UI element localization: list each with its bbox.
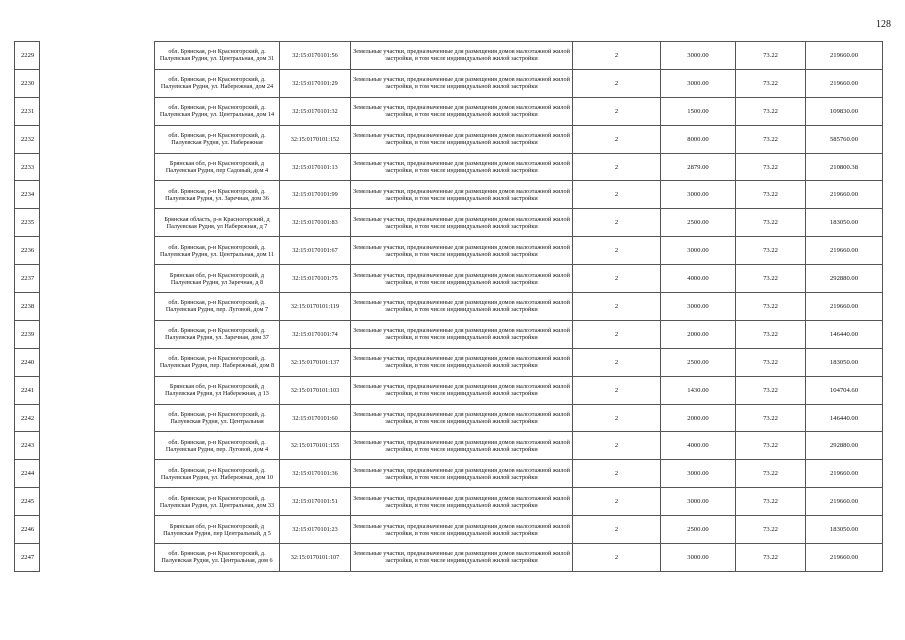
table-row <box>15 376 883 404</box>
land-use-cell: Земельные участки, предназначенные для размещения домов малоэтажной жилой застройки, в том числе индивидуальной жилой застройки <box>351 516 573 544</box>
area-cell: 3000.00 <box>661 42 736 70</box>
blank-cell <box>40 42 155 70</box>
row-number-cell: 2241 <box>15 376 40 404</box>
land-use-cell: Земельные участки, предназначенные для размещения домов малоэтажной жилой застройки, в том числе индивидуальной жилой застройки <box>351 348 573 376</box>
table-row <box>15 125 883 153</box>
row-number-cell: 2246 <box>15 516 40 544</box>
address-cell: обл. Брянская, р-н Красногорский, д. Палуевская Рудня, ул. Набережная <box>155 125 280 153</box>
land-use-cell: Земельные участки, предназначенные для размещения домов малоэтажной жилой застройки, в том числе индивидуальной жилой застройки <box>351 125 573 153</box>
table-row <box>15 460 883 488</box>
land-use-cell: Земельные участки, предназначенные для размещения домов малоэтажной жилой застройки, в том числе индивидуальной жилой застройки <box>351 488 573 516</box>
rate-cell: 73.22 <box>736 460 806 488</box>
table-row <box>15 97 883 125</box>
blank-cell <box>40 516 155 544</box>
area-cell: 3000.00 <box>661 293 736 321</box>
land-use-cell: Земельные участки, предназначенные для размещения домов малоэтажной жилой застройки, в том числе индивидуальной жилой застройки <box>351 265 573 293</box>
table-row <box>15 237 883 265</box>
blank-cell <box>40 237 155 265</box>
cadastral-number-cell: 32:15:0170101:36 <box>280 460 351 488</box>
land-use-cell: Земельные участки, предназначенные для размещения домов малоэтажной жилой застройки, в том числе индивидуальной жилой застройки <box>351 181 573 209</box>
table-row <box>15 42 883 70</box>
group-cell: 2 <box>573 181 661 209</box>
address-cell: Брянская обл, р-н Красногорский, д Палуевская Рудня, ул Набережная, д 13 <box>155 376 280 404</box>
blank-cell <box>40 153 155 181</box>
table-row <box>15 209 883 237</box>
area-cell: 3000.00 <box>661 544 736 572</box>
rate-cell: 73.22 <box>736 488 806 516</box>
cadastral-number-cell: 32:15:0170101:32 <box>280 97 351 125</box>
area-cell: 2000.00 <box>661 320 736 348</box>
rate-cell: 73.22 <box>736 376 806 404</box>
cadastral-value-cell: 292880.00 <box>806 432 883 460</box>
land-use-cell: Земельные участки, предназначенные для размещения домов малоэтажной жилой застройки, в том числе индивидуальной жилой застройки <box>351 237 573 265</box>
land-use-cell: Земельные участки, предназначенные для размещения домов малоэтажной жилой застройки, в том числе индивидуальной жилой застройки <box>351 209 573 237</box>
cadastral-number-cell: 32:15:0170101:51 <box>280 488 351 516</box>
area-cell: 4000.00 <box>661 432 736 460</box>
rate-cell: 73.22 <box>736 181 806 209</box>
area-cell: 3000.00 <box>661 237 736 265</box>
blank-cell <box>40 209 155 237</box>
rate-cell: 73.22 <box>736 69 806 97</box>
land-registry-table <box>14 41 883 572</box>
land-use-cell: Земельные участки, предназначенные для размещения домов малоэтажной жилой застройки, в том числе индивидуальной жилой застройки <box>351 42 573 70</box>
address-cell: Брянская обл, р-н Красногорский, д Палуевская Рудня, пер Центральный, д 5 <box>155 516 280 544</box>
rate-cell: 73.22 <box>736 97 806 125</box>
cadastral-number-cell: 32:15:0170101:152 <box>280 125 351 153</box>
group-cell: 2 <box>573 460 661 488</box>
cadastral-value-cell: 292880.00 <box>806 265 883 293</box>
cadastral-value-cell: 146440.00 <box>806 404 883 432</box>
cadastral-number-cell: 32:15:0170101:56 <box>280 42 351 70</box>
rate-cell: 73.22 <box>736 544 806 572</box>
table-row <box>15 293 883 321</box>
cadastral-value-cell: 183050.00 <box>806 348 883 376</box>
row-number-cell: 2236 <box>15 237 40 265</box>
blank-cell <box>40 125 155 153</box>
area-cell: 2500.00 <box>661 348 736 376</box>
area-cell: 2000.00 <box>661 404 736 432</box>
area-cell: 1500.00 <box>661 97 736 125</box>
address-cell: Брянская обл, р-н Красногорский, д Палуевская Рудня, пер Садовый, дом 4 <box>155 153 280 181</box>
group-cell: 2 <box>573 376 661 404</box>
cadastral-value-cell: 219660.00 <box>806 544 883 572</box>
table-row <box>15 348 883 376</box>
group-cell: 2 <box>573 348 661 376</box>
area-cell: 3000.00 <box>661 69 736 97</box>
cadastral-number-cell: 32:15:0170101:67 <box>280 237 351 265</box>
cadastral-value-cell: 219660.00 <box>806 293 883 321</box>
cadastral-number-cell: 32:15:0170101:83 <box>280 209 351 237</box>
blank-cell <box>40 69 155 97</box>
rate-cell: 73.22 <box>736 320 806 348</box>
address-cell: обл. Брянская, р-н Красногорский, д. Палуевская Рудня, пер. Луговой, дом 4 <box>155 432 280 460</box>
land-use-cell: Земельные участки, предназначенные для размещения домов малоэтажной жилой застройки, в том числе индивидуальной жилой застройки <box>351 404 573 432</box>
blank-cell <box>40 181 155 209</box>
blank-cell <box>40 376 155 404</box>
table-row <box>15 432 883 460</box>
address-cell: обл. Брянская, р-н Красногорский, д. Палуевская Рудня, ул. Центральная, дом 33 <box>155 488 280 516</box>
land-use-cell: Земельные участки, предназначенные для размещения домов малоэтажной жилой застройки, в том числе индивидуальной жилой застройки <box>351 293 573 321</box>
cadastral-value-cell: 219660.00 <box>806 237 883 265</box>
group-cell: 2 <box>573 432 661 460</box>
row-number-cell: 2242 <box>15 404 40 432</box>
row-number-cell: 2232 <box>15 125 40 153</box>
land-use-cell: Земельные участки, предназначенные для размещения домов малоэтажной жилой застройки, в том числе индивидуальной жилой застройки <box>351 460 573 488</box>
row-number-cell: 2235 <box>15 209 40 237</box>
blank-cell <box>40 432 155 460</box>
address-cell: обл. Брянская, р-н Красногорский, д. Палуевская Рудня, ул. Центральная, дом 6 <box>155 544 280 572</box>
address-cell: обл. Брянская, р-н Красногорский, д. Палуевская Рудня, ул. Центральная, дом 31 <box>155 42 280 70</box>
group-cell: 2 <box>573 544 661 572</box>
group-cell: 2 <box>573 237 661 265</box>
area-cell: 1430.00 <box>661 376 736 404</box>
area-cell: 3000.00 <box>661 488 736 516</box>
blank-cell <box>40 544 155 572</box>
row-number-cell: 2231 <box>15 97 40 125</box>
rate-cell: 73.22 <box>736 293 806 321</box>
land-use-cell: Земельные участки, предназначенные для размещения домов малоэтажной жилой застройки, в том числе индивидуальной жилой застройки <box>351 97 573 125</box>
cadastral-number-cell: 32:15:0170101:29 <box>280 69 351 97</box>
group-cell: 2 <box>573 320 661 348</box>
address-cell: обл. Брянская, р-н Красногорский, д. Палуевская Рудня, пер. Набережный, дом 8 <box>155 348 280 376</box>
blank-cell <box>40 320 155 348</box>
rate-cell: 73.22 <box>736 237 806 265</box>
table-row <box>15 404 883 432</box>
cadastral-value-cell: 219660.00 <box>806 488 883 516</box>
area-cell: 4000.00 <box>661 265 736 293</box>
cadastral-value-cell: 219660.00 <box>806 181 883 209</box>
blank-cell <box>40 97 155 125</box>
group-cell: 2 <box>573 265 661 293</box>
table-row <box>15 69 883 97</box>
address-cell: обл. Брянская, р-н Красногорский, д. Палуевская Рудня, ул. Заречная, дом 36 <box>155 181 280 209</box>
area-cell: 2500.00 <box>661 209 736 237</box>
area-cell: 2500.00 <box>661 516 736 544</box>
rate-cell: 73.22 <box>736 153 806 181</box>
rate-cell: 73.22 <box>736 209 806 237</box>
address-cell: обл. Брянская, р-н Красногорский, д. Палуевская Рудня, ул. Центральная, дом 14 <box>155 97 280 125</box>
table-row <box>15 265 883 293</box>
group-cell: 2 <box>573 293 661 321</box>
address-cell: обл. Брянская, р-н Красногорский, д. Палуевская Рудня, ул. Заречная, дом 37 <box>155 320 280 348</box>
cadastral-number-cell: 32:15:0170101:23 <box>280 516 351 544</box>
rate-cell: 73.22 <box>736 265 806 293</box>
cadastral-value-cell: 219660.00 <box>806 460 883 488</box>
address-cell: обл. Брянская, р-н Красногорский, д. Палуевская Рудня, ул. Набережная, дом 10 <box>155 460 280 488</box>
blank-cell <box>40 293 155 321</box>
land-use-cell: Земельные участки, предназначенные для размещения домов малоэтажной жилой застройки, в том числе индивидуальной жилой застройки <box>351 432 573 460</box>
blank-cell <box>40 404 155 432</box>
page-number: 128 <box>876 19 891 30</box>
group-cell: 2 <box>573 404 661 432</box>
area-cell: 3000.00 <box>661 460 736 488</box>
cadastral-value-cell: 183050.00 <box>806 209 883 237</box>
row-number-cell: 2230 <box>15 69 40 97</box>
cadastral-number-cell: 32:15:0170101:103 <box>280 376 351 404</box>
cadastral-value-cell: 585760.00 <box>806 125 883 153</box>
table-row <box>15 488 883 516</box>
row-number-cell: 2237 <box>15 265 40 293</box>
rate-cell: 73.22 <box>736 516 806 544</box>
rate-cell: 73.22 <box>736 432 806 460</box>
land-use-cell: Земельные участки, предназначенные для размещения домов малоэтажной жилой застройки, в том числе индивидуальной жилой застройки <box>351 376 573 404</box>
address-cell: обл. Брянская, р-н Красногорский, д. Палуевская Рудня, ул. Центральная, дом 11 <box>155 237 280 265</box>
group-cell: 2 <box>573 97 661 125</box>
table-row <box>15 544 883 572</box>
cadastral-number-cell: 32:15:0170101:75 <box>280 265 351 293</box>
land-use-cell: Земельные участки, предназначенные для размещения домов малоэтажной жилой застройки, в том числе индивидуальной жилой застройки <box>351 153 573 181</box>
group-cell: 2 <box>573 153 661 181</box>
row-number-cell: 2233 <box>15 153 40 181</box>
table-row <box>15 181 883 209</box>
cadastral-number-cell: 32:15:0170101:119 <box>280 293 351 321</box>
group-cell: 2 <box>573 516 661 544</box>
row-number-cell: 2238 <box>15 293 40 321</box>
land-use-cell: Земельные участки, предназначенные для размещения домов малоэтажной жилой застройки, в том числе индивидуальной жилой застройки <box>351 69 573 97</box>
address-cell: обл. Брянская, р-н Красногорский, д. Палуевская Рудня, ул. Центральная <box>155 404 280 432</box>
address-cell: обл. Брянская, р-н Красногорский, д. Палуевская Рудня, ул. Набережная, дом 24 <box>155 69 280 97</box>
table-body <box>15 42 883 572</box>
row-number-cell: 2247 <box>15 544 40 572</box>
rate-cell: 73.22 <box>736 42 806 70</box>
address-cell: Брянская обл, р-н Красногорский, д Палуевская Рудня, ул Заречная, д 8 <box>155 265 280 293</box>
row-number-cell: 2239 <box>15 320 40 348</box>
cadastral-number-cell: 32:15:0170101:155 <box>280 432 351 460</box>
cadastral-number-cell: 32:15:0170101:60 <box>280 404 351 432</box>
blank-cell <box>40 488 155 516</box>
cadastral-value-cell: 219660.00 <box>806 69 883 97</box>
row-number-cell: 2240 <box>15 348 40 376</box>
cadastral-value-cell: 146440.00 <box>806 320 883 348</box>
row-number-cell: 2234 <box>15 181 40 209</box>
blank-cell <box>40 348 155 376</box>
cadastral-number-cell: 32:15:0170101:137 <box>280 348 351 376</box>
cadastral-number-cell: 32:15:0170101:107 <box>280 544 351 572</box>
land-use-cell: Земельные участки, предназначенные для размещения домов малоэтажной жилой застройки, в том числе индивидуальной жилой застройки <box>351 544 573 572</box>
address-cell: Брянская область, р-н Красногорский, д Палуевская Рудня, ул Набережная, д 7 <box>155 209 280 237</box>
address-cell: обл. Брянская, р-н Красногорский, д. Палуевская Рудня, пер. Луговой, дом 7 <box>155 293 280 321</box>
land-use-cell: Земельные участки, предназначенные для размещения домов малоэтажной жилой застройки, в том числе индивидуальной жилой застройки <box>351 320 573 348</box>
table-row <box>15 320 883 348</box>
group-cell: 2 <box>573 125 661 153</box>
area-cell: 2879.00 <box>661 153 736 181</box>
group-cell: 2 <box>573 42 661 70</box>
cadastral-value-cell: 104704.60 <box>806 376 883 404</box>
cadastral-value-cell: 183050.00 <box>806 516 883 544</box>
cadastral-value-cell: 109830.00 <box>806 97 883 125</box>
group-cell: 2 <box>573 488 661 516</box>
row-number-cell: 2243 <box>15 432 40 460</box>
group-cell: 2 <box>573 209 661 237</box>
table-row <box>15 153 883 181</box>
blank-cell <box>40 265 155 293</box>
blank-cell <box>40 460 155 488</box>
cadastral-number-cell: 32:15:0170101:13 <box>280 153 351 181</box>
table-row <box>15 516 883 544</box>
row-number-cell: 2245 <box>15 488 40 516</box>
row-number-cell: 2244 <box>15 460 40 488</box>
rate-cell: 73.22 <box>736 348 806 376</box>
area-cell: 3000.00 <box>661 181 736 209</box>
rate-cell: 73.22 <box>736 404 806 432</box>
group-cell: 2 <box>573 69 661 97</box>
cadastral-number-cell: 32:15:0170101:99 <box>280 181 351 209</box>
rate-cell: 73.22 <box>736 125 806 153</box>
cadastral-number-cell: 32:15:0170101:74 <box>280 320 351 348</box>
cadastral-value-cell: 210800.38 <box>806 153 883 181</box>
area-cell: 8000.00 <box>661 125 736 153</box>
cadastral-value-cell: 219660.00 <box>806 42 883 70</box>
row-number-cell: 2229 <box>15 42 40 70</box>
